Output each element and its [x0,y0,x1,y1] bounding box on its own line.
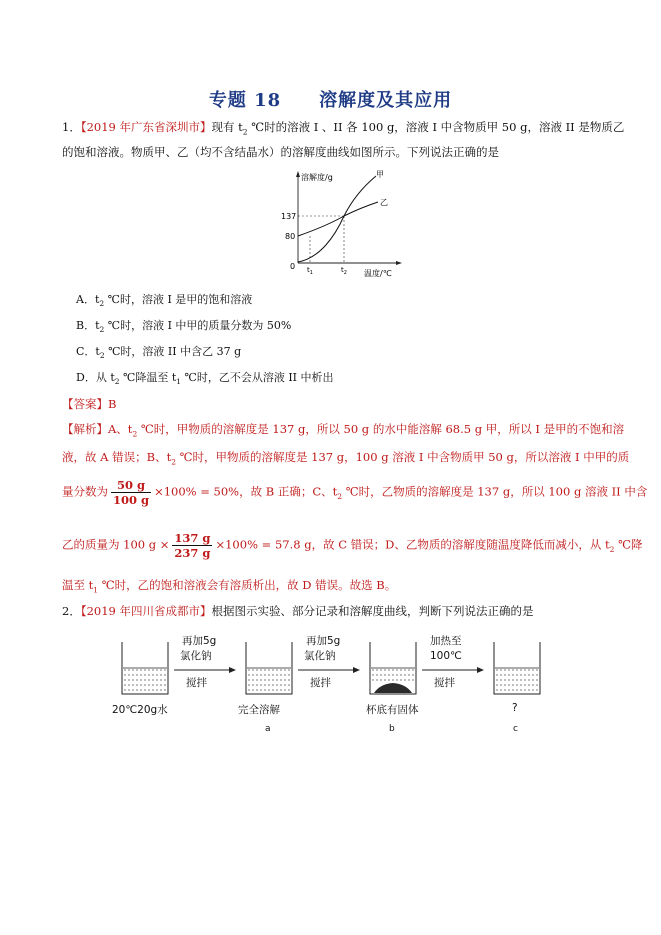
x-tick-t2: $t_2$ [341,266,347,276]
caption-beaker-b: 杯底有固体 [366,704,419,716]
series-yi-curve [298,202,378,236]
fraction-137-237: $\frac{137 g}{237 g}$ [174,531,211,560]
q1-answer: 【答案】B [62,397,117,411]
y-tick-80: 80 [285,232,296,241]
q2-source: 【2019 年四川省成都市】 [80,604,212,618]
step-1-bottom: 搅拌 [186,677,207,689]
beaker-c [494,642,540,694]
series-yi-label: 乙 [380,198,388,207]
q2-number: 2． [62,604,81,618]
step-3-top2: 100℃ [430,650,462,662]
q1-option-a: A．$t_2$ ℃时，溶液 I 是甲的饱和溶液 [76,293,253,309]
q1-explanation-line4: 乙的质量为 100 g × $\frac{137 g}{237 g}$ ×100% = 57.8 g，故 C 错误；D、乙物质的溶解度随温度降低而减小，从 $t_2$ ℃降 [62,531,643,560]
experiment-diagram [108,628,568,738]
q1-explanation-line3: 量分数为 $\frac{50 g}{100 g}$ ×100% = 50%，故 B 正确；C、$t_2$ ℃时，乙物质的溶解度是 137 g，所以 100 g 溶液 II 中含 [62,478,648,507]
step-2-top1: 再加5g [306,635,341,647]
fraction-50-100: $\frac{50 g}{100 g}$ [113,478,150,507]
q1-explanation-line2: 液，故 A 错误；B、$t_2$ ℃时，甲物质的溶解度是 137 g，100 g 溶液 I 中含物质甲 50 g，所以溶液 I 中甲的质 [62,450,630,467]
q1-line1: 1．【2019 年广东省深圳市】现有 $t_2$ ℃时的溶液 I 、II 各 100 g，溶液 I 中含物质甲 50 g，溶液 II 是物质乙 [62,120,625,137]
beaker-a [246,642,292,694]
label-c: c [513,724,518,734]
step-1-top2: 氯化钠 [180,650,212,662]
y-tick-137: 137 [281,212,297,221]
beaker-0 [122,642,168,694]
step-3-top1: 加热至 [430,635,462,647]
beaker-b [370,642,416,694]
series-jia-label: 甲 [376,170,384,179]
solubility-curve-chart [280,168,410,280]
page-title: 专题 18 溶解度及其应用 [208,90,453,111]
step-2-top2: 氯化钠 [304,650,336,662]
step-3-bottom: 搅拌 [434,677,455,689]
q1-number: 1． [62,120,81,134]
step-1-top1: 再加5g [182,635,217,647]
caption-beaker-a: 完全溶解 [238,704,280,716]
q1-source: 【2019 年广东省深圳市】 [80,120,212,134]
caption-beaker-c: ? [512,702,518,714]
q1-explanation-line1: 【解析】A、$t_2$ ℃时，甲物质的溶解度是 137 g，所以 50 g 的水中能溶解 68.5 g 甲，所以 I 是甲的不饱和溶 [62,422,625,439]
q1-option-b: B．$t_2$ ℃时，溶液 I 中甲的质量分数为 50% [76,319,292,335]
q1-option-c: C．$t_2$ ℃时，溶液 II 中含乙 37 g [76,345,242,361]
origin-label: 0 [290,262,296,271]
y-axis-label: 溶解度/g [301,173,333,182]
x-axis-label: 温度/℃ [364,269,392,278]
step-2-bottom: 搅拌 [310,677,331,689]
label-b: b [389,724,395,734]
y-axis-arrow [296,171,300,177]
solid-precipitate [374,683,412,693]
q1-explanation-line5: 温至 $t_1$ ℃时，乙的饱和溶液会有溶质析出，故 D 错误。故选 B。 [62,578,397,595]
x-tick-t1: $t_1$ [307,266,313,276]
q1-line2: 的饱和溶液。物质甲、乙（均不含结晶水）的溶解度曲线如图所示。下列说法正确的是 [62,145,499,159]
caption-beaker-0: 20℃20g水 [112,704,168,716]
q2-stem: 2．【2019 年四川省成都市】根据图示实验、部分记录和溶解度曲线，判断下列说法正确的是 [62,604,534,618]
q1-option-d: D．从 $t_2$ ℃降温至 $t_1$ ℃时，乙不会从溶液 II 中析出 [76,371,334,387]
label-a: a [265,724,271,734]
x-axis-arrow [396,261,402,265]
